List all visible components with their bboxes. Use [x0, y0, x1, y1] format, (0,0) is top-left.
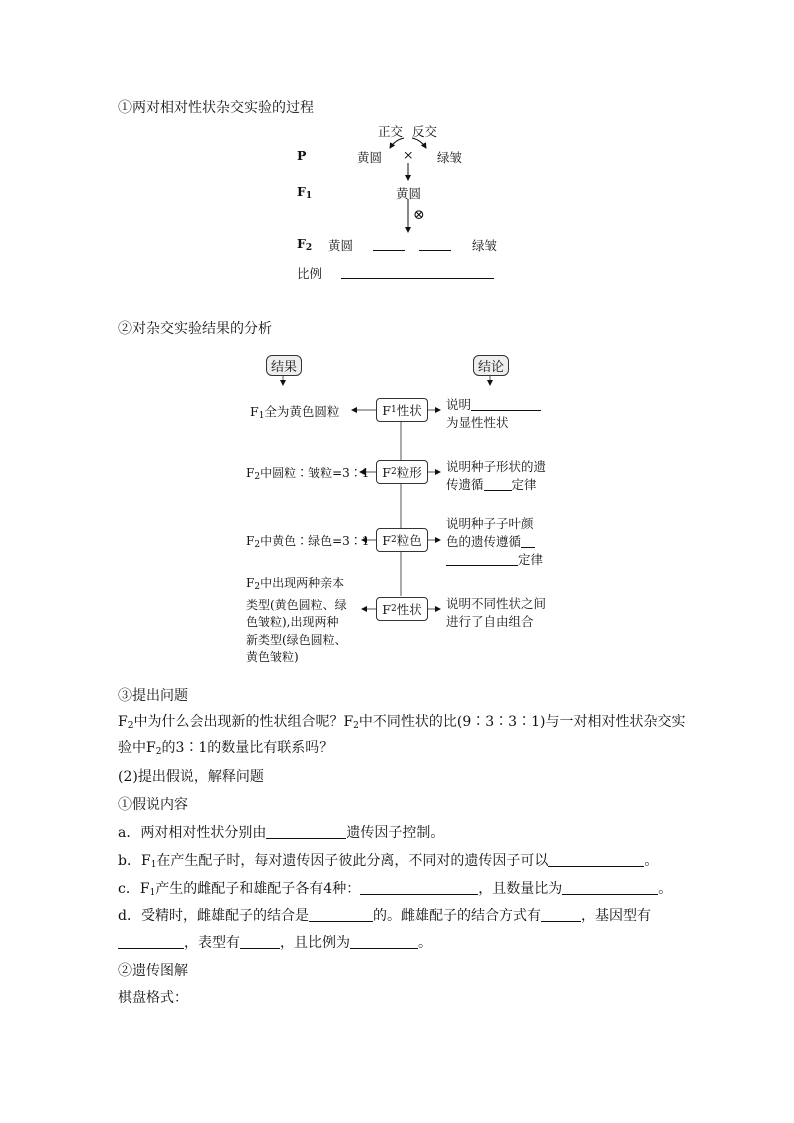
- conclusion-4-line1: 说明不同性状之间: [446, 596, 547, 611]
- cross-label-fanjiao: 反交: [412, 124, 438, 139]
- hypothesis-d-line2: ，表型有 ，且比例为 。: [118, 932, 432, 952]
- conclusion-2-line1: 说明种子形状的遗: [446, 459, 547, 474]
- f2-first: 黄圆: [328, 238, 354, 253]
- conclusion-2-line2: 传遗循 定律: [446, 477, 537, 492]
- self-symbol: ⊗: [413, 207, 425, 223]
- section2-heading: ②对杂交实验结果的分析: [118, 321, 272, 337]
- zhengjiao-arrow: [390, 138, 404, 148]
- ratio-blank[interactable]: [341, 278, 494, 279]
- ratio-label: 比例: [297, 266, 323, 281]
- result-3: $F_2$中黄色∶绿色=3∶1: [246, 534, 370, 550]
- node-f2-color: F 2 粒色: [376, 528, 428, 552]
- question-line-2: 验中$F_2$的3∶1的数量比有联系吗？: [118, 740, 334, 757]
- node-f2-traits: F 2 性状: [376, 597, 428, 621]
- f2-last: 绿皱: [472, 238, 498, 253]
- p-label: P: [297, 148, 307, 163]
- checkerboard-label: 棋盘格式：: [118, 990, 188, 1006]
- hypothesis-d-blank-1[interactable]: [309, 907, 373, 922]
- f1-value: 黄圆: [396, 186, 422, 201]
- conclusion-2-blank[interactable]: [484, 476, 512, 491]
- f2-blank-2[interactable]: [419, 250, 451, 251]
- hypothesis-d-blank-5[interactable]: [350, 934, 418, 949]
- fanjiao-arrow: [412, 138, 426, 148]
- p-parent2: 绿皱: [437, 150, 463, 165]
- result-label: 结果: [266, 355, 302, 376]
- hypothesis-d-line1: d．受精时，雌雄配子的结合是 的。雌雄配子的结合方式有 ，基因型有: [118, 908, 651, 924]
- hypothesis-a-blank[interactable]: [266, 824, 346, 839]
- result-2: $F_2$中圆粒∶皱粒=3∶1: [246, 466, 370, 482]
- section3-heading: ③提出问题: [118, 688, 188, 704]
- p-parent1: 黄圆: [357, 150, 383, 165]
- cross-label-zhengjiao: 正交: [378, 124, 404, 139]
- conclusion-3-line3: 定律: [446, 550, 543, 568]
- f2-label: $F_2$: [297, 236, 313, 253]
- question-line-1: $F_2$中为什么会出现新的性状组合呢？$F_2$中不同性状的比(9∶3∶3∶1)与一对相对性状杂交实: [118, 714, 686, 731]
- hypothesis-d-blank-3[interactable]: [118, 934, 184, 949]
- hypothesis-a: a．两对相对性状分别由 遗传因子控制。: [118, 825, 445, 841]
- hypothesis-heading: ①假说内容: [118, 797, 188, 813]
- conclusion-1-blank[interactable]: [471, 396, 541, 411]
- result-1: $F_1$全为黄色圆粒: [250, 404, 340, 421]
- conclusion-3-blank-b[interactable]: [446, 551, 518, 566]
- conclusion-label: 结论: [473, 355, 509, 376]
- conclusion-3-blank-a[interactable]: [521, 533, 535, 548]
- conclusion-3-line2: 色的遗传遵循: [446, 532, 535, 550]
- f1-label: $F_1$: [297, 184, 313, 201]
- f2-blank-1[interactable]: [373, 250, 405, 251]
- node-f1-traits: F 1 性状: [376, 398, 428, 422]
- hypothesis-b-blank[interactable]: [548, 852, 644, 867]
- hypothesis-b: b．$F_1$在产生配子时，每对遗传因子彼此分离，不同对的遗传因子可以 。: [118, 853, 659, 870]
- section1-heading: ①两对相对性状杂交实验的过程: [118, 100, 314, 116]
- diagram-heading: ②遗传图解: [118, 963, 188, 979]
- node-f2-shape: F 2 粒形: [376, 460, 428, 484]
- section4-heading: (2)提出假说，解释问题: [118, 769, 264, 785]
- hypothesis-c-blank-1[interactable]: [360, 880, 478, 895]
- result-4: $F_2$中出现两种亲本 类型(黄色圆粒、绿 色皱粒),出现两种 新类型(绿色圆粒、 黄色皱粒): [246, 576, 347, 664]
- cross-symbol: ×: [403, 147, 414, 162]
- conclusion-3-line1: 说明种子子叶颜: [446, 516, 534, 531]
- hypothesis-d-blank-2[interactable]: [541, 907, 581, 922]
- conclusion-1-line1: 说明: [446, 395, 541, 413]
- conclusion-4-line2: 进行了自由组合: [446, 614, 534, 629]
- hypothesis-d-blank-4[interactable]: [240, 934, 280, 949]
- conclusion-1-line2: 为显性性状: [446, 415, 509, 430]
- hypothesis-c: c．$F_1$产生的雌配子和雄配子各有4种： ，且数量比为 。: [118, 881, 673, 898]
- hypothesis-c-blank-2[interactable]: [562, 880, 658, 895]
